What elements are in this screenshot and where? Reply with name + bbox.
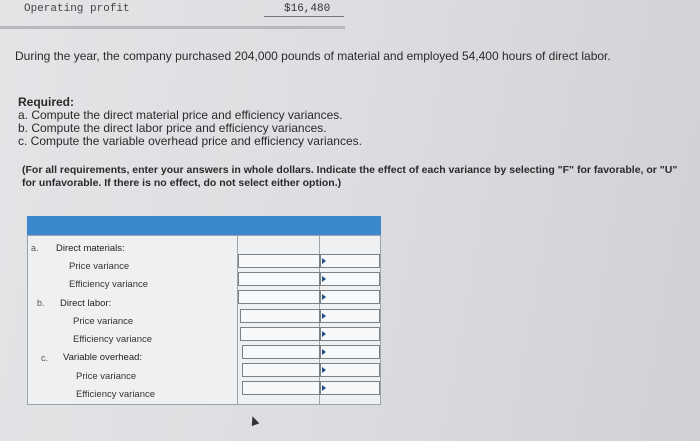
section-divider [0,26,345,29]
instructions-text: (For all requirements, enter your answers in whole dollars. Indicate the effect of each variance by selecting "F" for favorable, or "U" for unfavorable. If there is no effect, do not select either option.) [22,164,678,189]
voh-header-amount-input[interactable] [242,345,320,359]
dl-price-effect-dropdown[interactable] [320,309,380,323]
dl-price-amount-input[interactable] [240,309,320,323]
row-label-voh-efficiency: Efficiency variance [76,389,156,400]
requirements-block [18,96,362,148]
requirement-c: c. Compute the variable overhead price and efficiency variances. [18,134,362,148]
variance-table [27,216,381,405]
row-letter-a: a. [31,243,39,253]
required-heading: Required: [18,95,75,109]
voh-price-effect-dropdown[interactable] [320,363,380,377]
dropdown-arrow-icon [322,331,326,337]
row-label-dl-efficiency: Efficiency variance [73,334,153,345]
dm-efficiency-amount-input[interactable] [238,272,320,286]
row-label-voh-price: Price variance [76,371,137,382]
dropdown-arrow-icon [322,276,326,282]
row-label-dl-price: Price variance [73,316,134,327]
row-label-variable-overhead: Variable overhead: [63,352,143,363]
operating-profit-label: Operating profit [24,3,130,15]
voh-header-effect-dropdown[interactable] [320,345,380,359]
mouse-cursor-icon [249,415,260,426]
voh-efficiency-amount-input[interactable] [242,381,320,395]
dm-price-amount-input[interactable] [238,254,320,268]
dropdown-arrow-icon [322,349,326,355]
dropdown-arrow-icon [322,258,326,264]
dl-efficiency-effect-dropdown[interactable] [320,327,380,341]
row-label-dm-efficiency: Efficiency variance [69,279,149,290]
requirement-b: b. Compute the direct labor price and efficiency variances. [18,121,327,135]
row-label-dm-price: Price variance [69,261,130,272]
dm-efficiency-effect-dropdown[interactable] [320,272,380,286]
total-underline [264,16,344,17]
dl-header-effect-dropdown[interactable] [320,290,380,304]
dropdown-arrow-icon [322,294,326,300]
problem-intro: During the year, the company purchased 204,000 pounds of material and employed 54,400 hours of direct labor. [15,49,611,63]
dropdown-arrow-icon [322,367,326,373]
table-header [27,216,381,235]
row-letter-b: b. [37,298,45,308]
dm-price-effect-dropdown[interactable] [320,254,380,268]
requirement-a: a. Compute the direct material price and efficiency variances. [18,108,343,122]
row-label-direct-labor: Direct labor: [60,298,112,309]
dl-efficiency-amount-input[interactable] [240,327,320,341]
dl-header-amount-input[interactable] [238,290,320,304]
operating-profit-value: $16,480 [284,3,331,15]
voh-efficiency-effect-dropdown[interactable] [320,381,380,395]
voh-price-amount-input[interactable] [242,363,320,377]
dropdown-arrow-icon [322,313,326,319]
row-label-direct-materials: Direct materials: [56,243,125,254]
row-letter-c: c. [41,353,49,363]
operating-profit-row [0,0,345,22]
dropdown-arrow-icon [322,385,326,391]
